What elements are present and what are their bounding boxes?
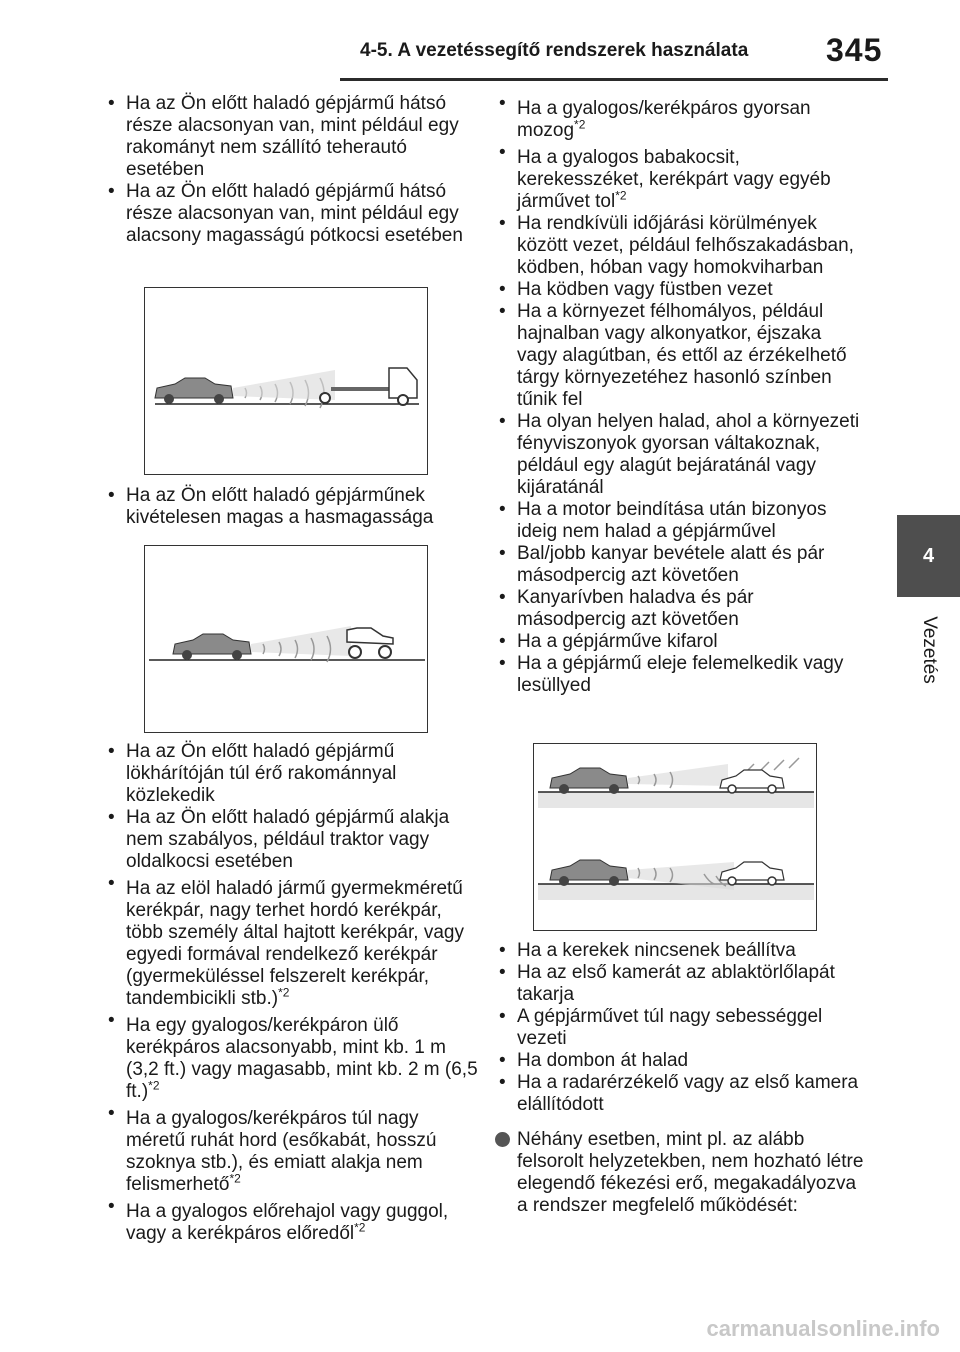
- watermark: carmanualsonline.info: [706, 1316, 940, 1341]
- list-item: • Ha az Ön előtt haladó gépjármű hátsó része alacsonyan van, mint például egy alacsony magasságú pótkocsi esetében: [104, 181, 479, 247]
- list-item: • Ha a gyalogos babakocsit, kerekesszéket, kerékpárt vagy egyéb járművet tol$^{*2}$: [495, 142, 865, 213]
- left-group-3: [104, 741, 479, 1245]
- right-group-1: [495, 93, 865, 697]
- chapter-tab: 4: [897, 515, 960, 597]
- list-item: • Ha a gépjármű eleje felemelkedik vagy lesüllyed: [495, 653, 865, 697]
- list-item: • Ha a gyalogos/kerékpáros gyorsan mozog$^{*2}$: [495, 93, 865, 142]
- car-icon: [173, 634, 251, 660]
- list-item: • Ha rendkívüli időjárási körülmények között vezet, például felhőszakadásban, ködben, hóban vagy homokviharban: [495, 213, 865, 279]
- right-group-2: [495, 940, 865, 1116]
- left-group-1: [104, 93, 479, 247]
- list-item: • A gépjárművet túl nagy sebességgel vezeti: [495, 1006, 865, 1050]
- list-item: • Ha ködben vagy füstben vezet: [495, 279, 865, 301]
- list-item: • Ha dombon át halad: [495, 1050, 865, 1072]
- list-item: • Ha olyan helyen halad, ahol a környezeti fényviszonyok gyorsan váltakoznak, például egy alagút bejáratánál vagy kijáratánál: [495, 411, 865, 499]
- car-icon: [155, 378, 233, 404]
- list-item: • Kanyarívben haladva és pár másodpercig azt követően: [495, 587, 865, 631]
- left-group-2: [104, 485, 479, 529]
- list-item: • Ha az Ön előtt haladó gépjármű hátsó része alacsonyan van, mint például egy rakományt nem szállító teherautó esetében: [104, 93, 479, 181]
- list-item: • Ha a gyalogos/kerékpáros túl nagy méretű ruhát hord (esőkabát, hosszú szoknya stb.), és emiatt alakja nem felismerhető$^{*2}$: [104, 1103, 479, 1196]
- list-item: • Ha egy gyalogos/kerékpáron ülő kerékpáros alacsonyabb, mint kb. 1 m (3,2 ft.) vagy magasabb, mint kb. 2 m (6,5 ft.)$^{*2}$: [104, 1010, 479, 1103]
- list-item: • Ha az elöl haladó jármű gyermekméretű kerékpár, nagy terhet hordó kerékpár, több személy által hajtott kerékpár, vagy egyedi formával rendelkező kerékpár (gyermeküléssel felszerelt kerékpár, tandembicikli stb.)$^{*2}$: [104, 873, 479, 1010]
- illustration-high-clearance: [144, 545, 428, 733]
- suv-icon: [347, 628, 393, 658]
- list-item: • Ha a környezet félhomályos, például hajnalban vagy alkonyatkor, éjszaka vagy alagútban, és ettől az érzékelhető tárgy környezetéhez hasonló színben tűnik fel: [495, 301, 865, 411]
- list-item: • Ha a gyalogos előrehajol vagy guggol, vagy a kerékpáros előredől$^{*2}$: [104, 1196, 479, 1245]
- note-paragraph: Néhány esetben, mint pl. az alább felsorolt helyzetekben, nem hozható létre elegendő fékezési erő, megakadályozva a rendszer megfelelő működését:: [495, 1129, 865, 1217]
- car-icon: [550, 768, 628, 794]
- chapter-label: Vezetés: [918, 616, 940, 684]
- list-item: • Ha a motor beindítása után bizonyos ideig nem halad a gépjárművel: [495, 499, 865, 543]
- list-item: • Ha a radarérzékelő vagy az első kamera elállítódott: [495, 1072, 865, 1116]
- page-number: 345: [826, 32, 883, 68]
- car-icon: [550, 860, 628, 886]
- bullet-dot-icon: [495, 1132, 510, 1147]
- illustration-curve: [533, 743, 817, 931]
- chapter-label-container: [897, 600, 960, 700]
- list-item: • Ha a gépjárműve kifarol: [495, 631, 865, 653]
- list-item: • Ha az Ön előtt haladó gépjárműnek kivételesen magas a hasmagassága: [104, 485, 479, 529]
- list-item: • Ha az Ön előtt haladó gépjármű lökhárítóján túl érő rakománnyal közlekedik: [104, 741, 479, 807]
- list-item: • Ha a kerekek nincsenek beállítva: [495, 940, 865, 962]
- list-item: • Ha az első kamerát az ablaktörlőlapát takarja: [495, 962, 865, 1006]
- header-rule: [340, 78, 888, 81]
- list-item: • Bal/jobb kanyar bevétele alatt és pár másodpercig azt követően: [495, 543, 865, 587]
- illustration-low-truck: [144, 287, 428, 475]
- list-item: • Ha az Ön előtt haladó gépjármű alakja nem szabályos, például traktor vagy oldalkocsi esetében: [104, 807, 479, 873]
- car-icon: [720, 770, 784, 793]
- section-title: 4-5. A vezetéssegítő rendszerek használata: [360, 40, 749, 61]
